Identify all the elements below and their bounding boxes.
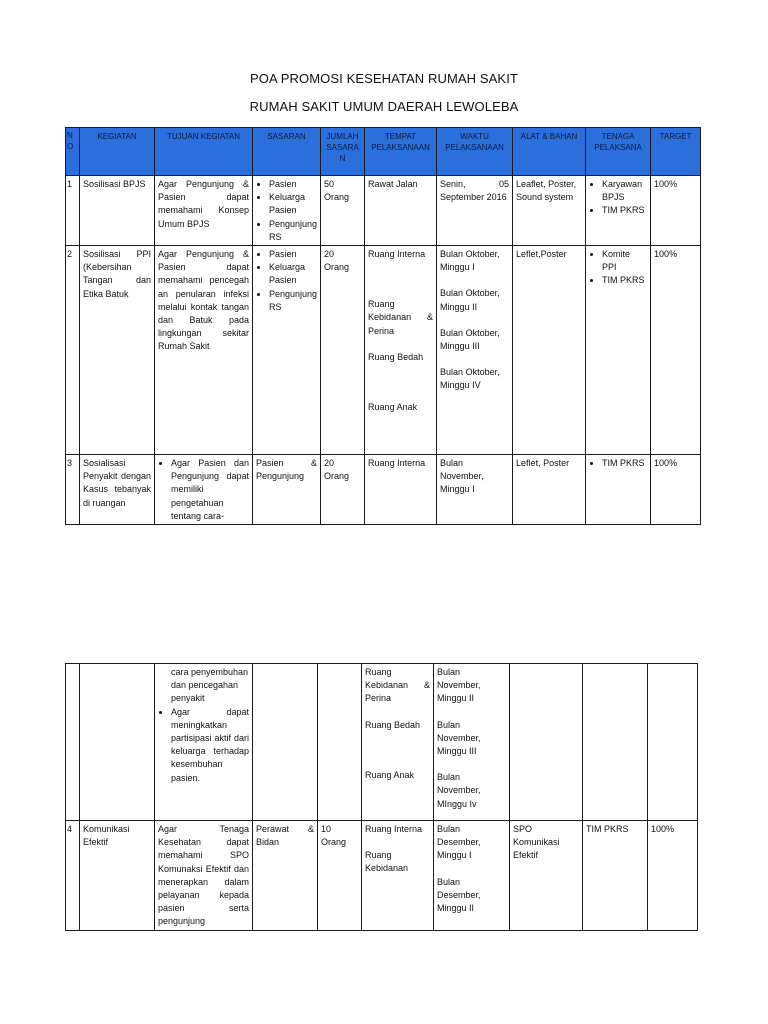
tempat-entry: Ruang Bedah [365, 719, 421, 730]
cell-sasaran [253, 176, 321, 246]
list-item: • TIM PKRS [602, 457, 647, 470]
header-no: NO [66, 128, 80, 176]
cell-tenaga: TIM PKRS [583, 821, 648, 931]
header-alat: ALAT & BAHAN [513, 128, 586, 176]
poa-table [65, 127, 701, 525]
waktu-entry: Bulan Oktober, Minggu II [440, 288, 500, 312]
cell-jumlah [318, 664, 362, 821]
cell-alat: Leflet, Poster [513, 455, 586, 525]
cell-tenaga [586, 455, 651, 525]
tempat-entry: Ruang Bedah [368, 351, 424, 362]
cell-sasaran [253, 246, 321, 455]
list-item: • TIM PKRS [602, 204, 647, 217]
cell-tenaga [586, 246, 651, 455]
table-header-row [66, 128, 701, 176]
cell-kegiatan: Sosilisasi PPI (Kebersihan Tangan dan Etika Batuk [80, 246, 155, 455]
cell-tempat [362, 821, 434, 931]
tujuan-continuation: cara penyembuhan dan pencegahan penyakit [171, 667, 249, 704]
table-row [66, 821, 698, 931]
poa-table-continued [65, 663, 698, 931]
tempat-entry: Ruang Interna [368, 249, 426, 260]
table-row [66, 176, 701, 246]
cell-alat [510, 664, 583, 821]
cell-tujuan: Agar Tenaga Kesehatan dapat memahami SPO Komunaksi Efektif dan menerapkan dalam pelayanan kepada pasien serta pengunjung [155, 821, 253, 931]
header-jumlah: JUMLAH SASARAN [321, 128, 365, 176]
cell-target [648, 664, 698, 821]
document-subtitle: RUMAH SAKIT UMUM DAERAH LEWOLEBA [249, 99, 519, 114]
cell-tujuan [155, 455, 253, 525]
list-item: • Agar dapat meningkatkan partisipasi aktif dari keluarga terhadap kesembuhan pasien. [171, 706, 249, 785]
tempat-entry: Ruang Kebidanan & Perina [368, 299, 434, 336]
list-item: • Pasien [269, 248, 317, 261]
list-item: • Pengunjung RS [269, 218, 317, 244]
cell-kegiatan: Sosilisasi BPJS [80, 176, 155, 246]
cell-no: 2 [66, 246, 80, 455]
list-item: • Karyawan BPJS [602, 178, 647, 204]
list-item: • Komite PPI [602, 248, 647, 274]
cell-alat: Leaflet, Poster, Sound system [513, 176, 586, 246]
cell-jumlah: 20 Orang [321, 246, 365, 455]
header-sasaran: SASARAN [253, 128, 321, 176]
tempat-entry: Ruang Anak [368, 402, 418, 413]
cell-tempat: Rawat Jalan [365, 176, 437, 246]
table-row [66, 664, 698, 821]
waktu-entry: Bulan November, MInggu Iv [437, 772, 481, 809]
cell-tenaga [583, 664, 648, 821]
cell-jumlah: 50 Orang [321, 176, 365, 246]
cell-waktu [434, 664, 510, 821]
cell-sasaran: Perawat & Bidan [253, 821, 318, 931]
waktu-entry: Bulan Oktober, Minggu I [440, 249, 500, 273]
cell-alat: SPO Komunikasi Efektif [510, 821, 583, 931]
waktu-entry: Bulan November, Minggu II [437, 667, 481, 704]
cell-waktu: Senin, 05 September 2016 [437, 176, 513, 246]
cell-no [66, 664, 80, 821]
cell-target: 100% [651, 455, 701, 525]
cell-waktu [437, 246, 513, 455]
table-row [66, 246, 701, 455]
cell-sasaran [253, 664, 318, 821]
cell-target: 100% [648, 821, 698, 931]
cell-target: 100% [651, 176, 701, 246]
cell-jumlah: 20 Orang [321, 455, 365, 525]
cell-no: 3 [66, 455, 80, 525]
list-item: • Keluarga Pasien [269, 191, 317, 217]
header-waktu: WAKTU PELAKSANAAN [437, 128, 513, 176]
tempat-entry: Ruang Interna [365, 824, 423, 834]
list-item: • TIM PKRS [602, 274, 647, 287]
cell-tempat [365, 246, 437, 455]
cell-tujuan [155, 664, 253, 821]
cell-alat: Leflet,Poster [513, 246, 586, 455]
waktu-entry: Bulan Oktober, Minggu IV [440, 367, 500, 391]
header-tenaga: TENAGA PELAKSANA [586, 128, 651, 176]
cell-tempat: Ruang Interna [365, 455, 437, 525]
cell-tujuan: Agar Pengunjung & Pasien dapat memahami Konsep Umum BPJS [155, 176, 253, 246]
cell-no: 4 [66, 821, 80, 931]
cell-target: 100% [651, 246, 701, 455]
cell-waktu [434, 821, 510, 931]
cell-kegiatan: Komunikasi Efektif [80, 821, 155, 931]
cell-waktu: Bulan November, Minggu I [437, 455, 513, 525]
cell-no: 1 [66, 176, 80, 246]
cell-tempat [362, 664, 434, 821]
waktu-entry: Bulan Oktober, Minggu III [440, 327, 500, 352]
document-title: POA PROMOSI KESEHATAN RUMAH SAKIT [250, 71, 518, 86]
cell-kegiatan [80, 664, 155, 821]
tempat-entry: Ruang Kebidanan [365, 850, 409, 874]
waktu-entry: Bulan Desember, Minggu I [437, 824, 481, 861]
header-kegiatan: KEGIATAN [80, 128, 155, 176]
header-target: TARGET [651, 128, 701, 176]
tempat-entry: Ruang Anak [365, 769, 415, 780]
waktu-entry: Bulan Desember, Minggu II [437, 876, 481, 914]
header-tempat: TEMPAT PELAKSANAAN [365, 128, 437, 176]
cell-tujuan: Agar Pengunjung & Pasien dapat memahami pencegah an penularan infeksi melalui kontak tangan dan Batuk pada lingkungan sekitar Rumah Sakit [155, 246, 253, 455]
cell-jumlah: 10 Orang [318, 821, 362, 931]
cell-sasaran: Pasien & Pengunjung [253, 455, 321, 525]
cell-kegiatan: Sosialisasi Penyakit dengan Kasus tebanyak di ruangan [80, 455, 155, 525]
cell-tenaga [586, 176, 651, 246]
header-tujuan: TUJUAN KEGIATAN [155, 128, 253, 176]
list-item: • Pasien [269, 178, 317, 191]
list-item: • Keluarga Pasien [269, 261, 317, 287]
waktu-entry: Bulan November, Minggu III [437, 719, 481, 757]
list-item: • Agar Pasien dan Pengunjung dapat memiliki pengetahuan tentang cara- [171, 457, 249, 523]
list-item: • Pengunjung RS [269, 288, 317, 314]
table-row [66, 455, 701, 525]
tempat-entry: Ruang Kebidanan & Perina [365, 667, 430, 704]
